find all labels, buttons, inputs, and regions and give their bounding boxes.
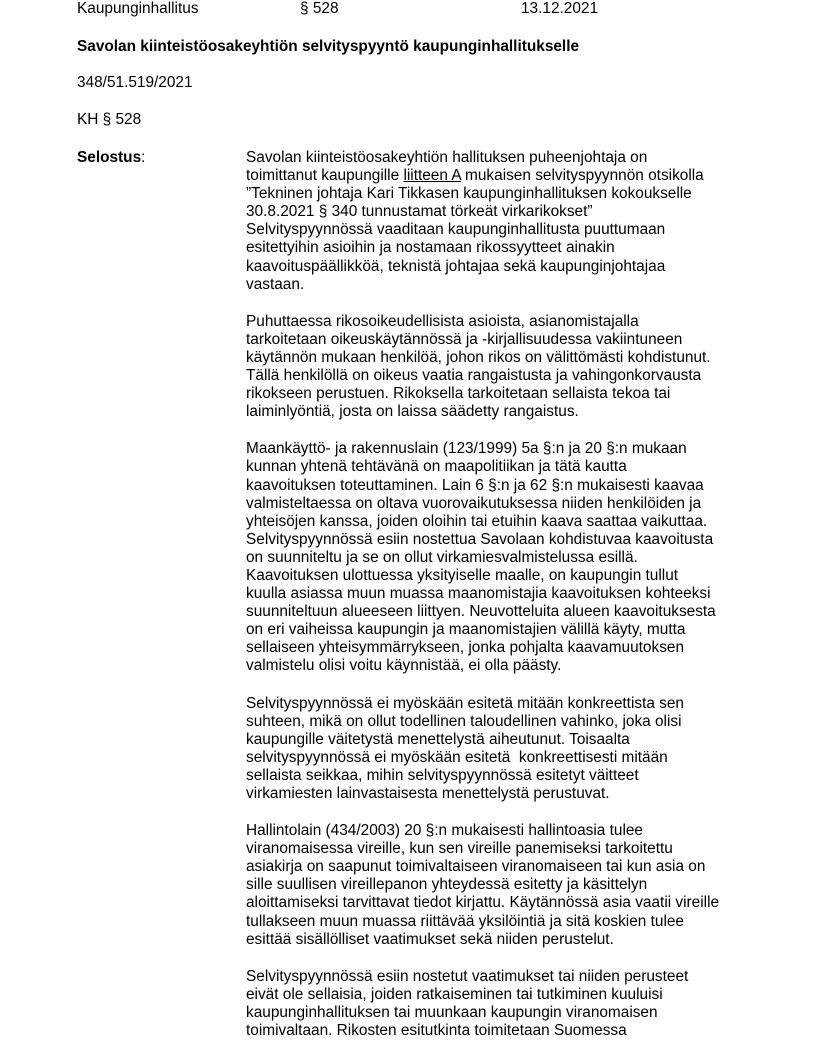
paragraph-line: esittää sisällölliset vaatimukset sekä niiden perustelut.: [246, 930, 614, 948]
paragraph-line: Maankäyttö- ja rakennuslain (123/1999) 5a §:n ja 20 §:n mukaan: [246, 440, 687, 458]
paragraph-line: tullakseen muun muassa riittävää yksilöintiä ja sitä koskien tulee: [246, 912, 684, 930]
paragraph-line: valmistelu olisi voitu käynnistää, ei olla päästy.: [246, 657, 562, 675]
paragraph-5: [246, 822, 746, 949]
paragraph-4: [246, 695, 746, 804]
document-header: [0, 0, 816, 19]
paragraph-line: tarkoitetaan oikeuskäytännössä ja -kirjallisuudessa vakiintuneen: [246, 330, 683, 348]
paragraph-2: [246, 313, 746, 422]
paragraph-line: Hallintolain (434/2003) 20 §:n mukaisesti hallintoasia tulee: [246, 822, 643, 840]
paragraph-6: [246, 968, 746, 1040]
paragraph-line: on suunniteltu ja se on ollut virkamiesvalmistelussa esillä.: [246, 548, 638, 566]
paragraph-line: Savolan kiinteistöosakeyhtiön hallituksen puheenjohtaja on: [246, 149, 648, 166]
kh-reference: KH § 528: [77, 111, 142, 128]
paragraph-3: [246, 440, 746, 675]
selostus-body: [246, 149, 746, 1059]
paragraph-line: aloittamiseksi tarvittavat tiedot kirjattu. Käytännössä asia vaatii vireille: [246, 894, 720, 912]
paragraph-line: rikokseen perustuen. Rikoksella tarkoitetaan sellaista tekoa tai: [246, 385, 671, 403]
paragraph-line: Selvityspyynnössä esiin nostetut vaatimukset tai niiden perusteet: [246, 967, 689, 985]
paragraph-line: toimivaltaan. Rikosten esitutkinta toimitetaan Suomessa: [246, 1022, 627, 1040]
paragraph-line: viranomaisessa vireille, kun sen vireille panemiseksi tarkoitettu: [246, 840, 673, 858]
paragraph-line: asiakirja on saapunut toimivaltaiseen viranomaiseen tai kun asia on: [246, 858, 706, 876]
paragraph-line: Puhuttaessa rikosoikeudellisista asioista, asianomistajalla: [246, 312, 639, 330]
record-number: 348/51.519/2021: [77, 74, 193, 91]
header-date: 13.12.2021: [521, 0, 599, 17]
attachment-a-link[interactable]: liitteen A: [403, 167, 461, 185]
paragraph-line: Kaavoituksen ulottuessa yksityiselle maalle, on kaupungin tullut: [246, 566, 679, 584]
paragraph-1: [246, 149, 746, 294]
paragraph-line: eivät ole sellaisia, joiden ratkaiseminen tai tutkiminen kuuluisi: [246, 985, 663, 1003]
paragraph-line: selvityspyynnössä ei myöskään esitetä konkreettisesti mitään: [246, 748, 668, 766]
paragraph-line: kaupungille väitetystä menettelystä aiheutunut. Toisaalta: [246, 730, 630, 748]
paragraph-line: virkamiesten lainvastaisesta menettelystä perustuvat.: [246, 785, 610, 802]
paragraph-line: ”Tekninen johtaja Kari Tikkasen kaupunginhallituksen kokoukselle: [246, 185, 692, 203]
paragraph-line: 30.8.2021 § 340 tunnustamat törkeät virkarikokset”: [246, 203, 593, 221]
paragraph-line: Tällä henkilöllä on oikeus vaatia rangaistusta ja vahingonkorvausta: [246, 367, 702, 385]
paragraph-line: toimittanut kaupungille liitteen A mukaisen selvityspyynnön otsikolla: [246, 167, 704, 185]
paragraph-line: vastaan.: [246, 275, 305, 293]
paragraph-line: suhteen, mikä on ollut todellinen taloudellinen vahinko, joka olisi: [246, 712, 682, 730]
paragraph-line: suunniteltuun alueeseen liittyen. Neuvotteluita alueen kaavoituksesta: [246, 603, 716, 621]
paragraph-line: Selvityspyynnössä ei myöskään esitetä mitään konkreettista sen: [246, 694, 684, 712]
paragraph-line: sille suullisen vireillepanon yhteydessä esitetty ja käsittelyn: [246, 876, 648, 894]
paragraph-line: kaavoituspäällikköä, teknistä johtajaa sekä kaupunginjohtajaa: [246, 257, 666, 275]
header-section-number: § 528: [300, 0, 339, 17]
header-body-name: Kaupunginhallitus: [77, 0, 199, 17]
paragraph-line: kaupunginhallituksen tai muunkaan kaupungin viranomaisen: [246, 1003, 658, 1021]
paragraph-line: sellaista seikkaa, mihin selvityspyynnössä esitetyt väitteet: [246, 766, 639, 784]
paragraph-line: Selvityspyynnössä esiin nostettua Savolaan kohdistuvaa kaavoitusta: [246, 530, 714, 548]
paragraph-line: yhteisöjen kanssa, joiden oloihin tai etuihin kaava saattaa vaikuttaa.: [246, 512, 708, 530]
paragraph-line: on eri vaiheissa kaupungin ja maanomistajien välillä käyty, mutta: [246, 621, 686, 639]
paragraph-line: sellaiseen yhteisymmärrykseen, jonka pohjalta kaavamuutoksen: [246, 639, 685, 657]
paragraph-line: Selvityspyynnössä vaaditaan kaupunginhallitusta puuttumaan: [246, 221, 666, 239]
paragraph-line: laiminlyöntiä, josta on laissa säädetty rangaistus.: [246, 403, 579, 421]
document-title: Savolan kiinteistöosakeyhtiön selvityspyyntö kaupunginhallitukselle: [77, 38, 580, 55]
paragraph-line: kaavoituksen toteuttaminen. Lain 6 §:n ja 62 §:n mukaisesti kaavaa: [246, 476, 704, 494]
paragraph-line: esitettyihin asioihin ja nostamaan rikossyytteet ainakin: [246, 239, 615, 257]
paragraph-line: kuulla asiassa muun muassa maanomistajia kaavoituksen kohteeksi: [246, 585, 711, 603]
paragraph-line: valmisteltaessa on oltava vuorovaikutuksessa niiden henkilöiden ja: [246, 494, 702, 512]
paragraph-line: käytännön mukaan henkilöä, johon rikos on välittömästi kohdistunut.: [246, 348, 711, 366]
paragraph-line: kunnan yhtenä tehtävänä on maapolitiikan ja tätä kautta: [246, 458, 627, 476]
selostus-label: Selostus:: [77, 149, 146, 166]
